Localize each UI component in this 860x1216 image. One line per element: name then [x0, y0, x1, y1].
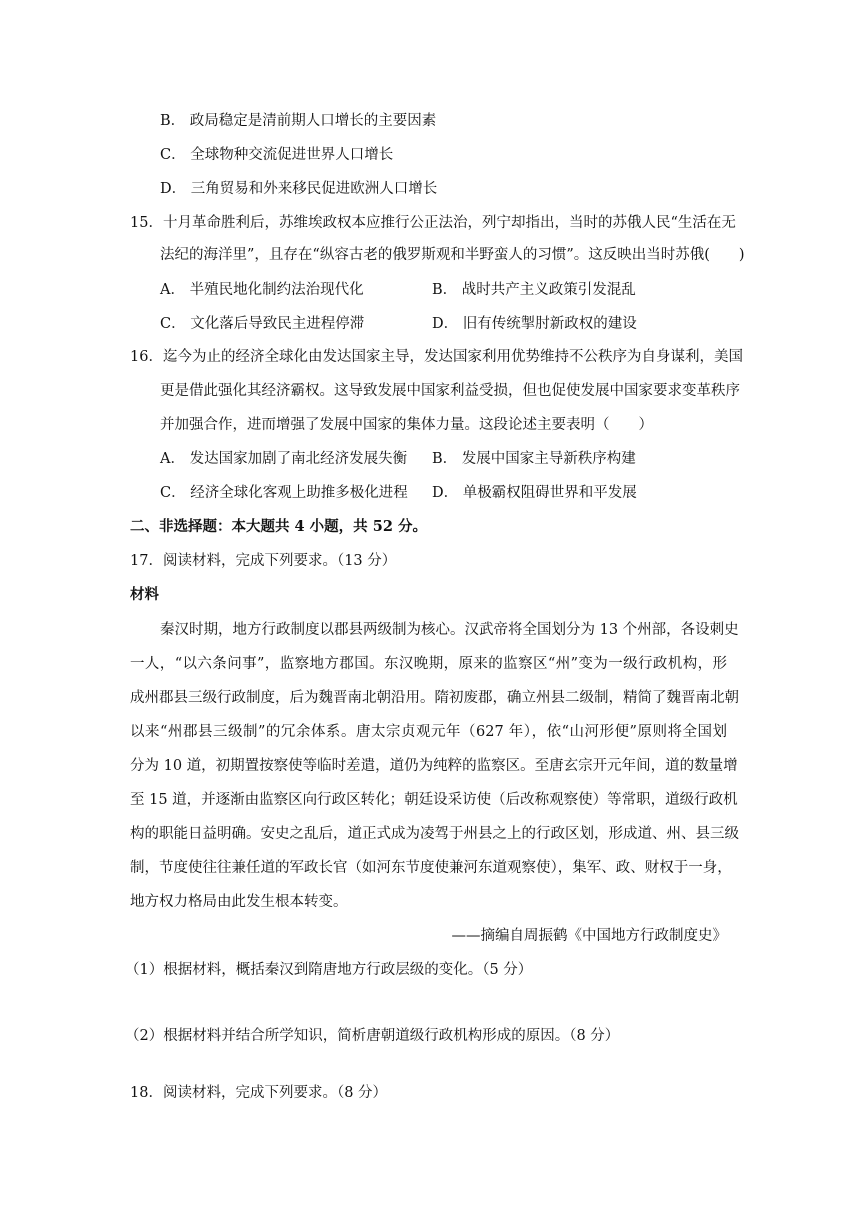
q17-material-source: ——摘编自周振鹤《中国地方行政制度史》 [451, 928, 727, 944]
q17-subquestion-1: （1）根据材料，概括秦汉到隋唐地方行政层级的变化。（5 分） [125, 962, 533, 978]
q17-material-line-6: 至 15 道，并逐渐由监察区向行政区转化；朝廷设采访使（后改称观察使）等常职，道级行政机 [130, 792, 738, 808]
q16-option-d: D． 单极霸权阻碍世界和平发展 [432, 485, 637, 501]
q14-option-b: B． 政局稳定是清前期人口增长的主要因素 [160, 113, 437, 129]
q16-stem-line-2: 更是借此强化其经济霸权。这导致发展中国家利益受损，但也促使发展中国家要求变革秩序 [160, 383, 740, 399]
q17-material-line-4: 以来“州郡县三级制”的冗余体系。唐太宗贞观元年（627 年），依“山河形便”原则将全国划 [130, 724, 727, 740]
q15-option-c: C． 文化落后导致民主进程停滞 [160, 316, 365, 332]
q17-material-line-7: 构的职能日益明确。安史之乱后，道正式成为凌驾于州县之上的行政区划，形成道、州、县三级 [130, 826, 739, 842]
q16-option-a: A． 发达国家加剧了南北经济发展失衡 [160, 451, 408, 467]
q17-stem: 17．阅读材料，完成下列要求。（13 分） [130, 553, 397, 569]
q17-material-line-3: 成州郡县三级行政制度，后为魏晋南北朝沿用。隋初废郡，确立州县二级制，精简了魏晋南北朝 [130, 690, 739, 706]
section-2-heading: 二、非选择题：本大题共 4 小题，共 52 分。 [130, 518, 427, 535]
q17-material-line-2: 一人，“以六条问事”，监察地方郡国。东汉晚期，原来的监察区“州”变为一级行政机构，形 [130, 656, 727, 672]
q15-option-a: A． 半殖民地化制约法治现代化 [160, 282, 364, 298]
q16-stem-line-1: 16．迄今为止的经济全球化由发达国家主导，发达国家利用优势维持不公秩序为自身谋利，美国 [130, 349, 743, 365]
q17-material-line-1: 秦汉时期，地方行政制度以郡县两级制为核心。汉武帝将全国划分为 13 个州部，各设刺史 [160, 622, 739, 638]
q15-stem-line-2: 法纪的海洋里”，且存在“纵容古老的俄罗斯观和半野蛮人的习惯”。这反映出当时苏俄( ) [160, 247, 745, 263]
q17-material-label: 材料 [130, 586, 159, 603]
q17-material-line-5: 分为 10 道，初期置按察使等临时差遣，道仍为纯粹的监察区。至唐玄宗开元年间，道的数量增 [130, 758, 738, 774]
q17-material-line-9: 地方权力格局由此发生根本转变。 [130, 894, 348, 910]
q15-stem-line-1: 15．十月革命胜利后，苏维埃政权本应推行公正法治，列宁却指出，当时的苏俄人民“生活在无 [130, 215, 736, 231]
q17-subquestion-2: （2）根据材料并结合所学知识，简析唐朝道级行政机构形成的原因。（8 分） [125, 1028, 620, 1044]
q16-option-c: C． 经济全球化客观上助推多极化进程 [160, 485, 408, 501]
q15-option-b: B． 战时共产主义政策引发混乱 [432, 282, 636, 298]
q18-stem: 18．阅读材料，完成下列要求。（8 分） [130, 1085, 388, 1101]
q17-material-line-8: 制，节度使往往兼任道的军政长官（如河东节度使兼河东道观察使），集军、政、财权于一身， [130, 860, 732, 876]
q16-stem-line-3: 并加强合作，进而增强了发展中国家的集体力量。这段论述主要表明（ ） [160, 417, 653, 433]
q14-option-c: C． 全球物种交流促进世界人口增长 [160, 147, 394, 163]
q14-option-d: D． 三角贸易和外来移民促进欧洲人口增长 [160, 181, 438, 197]
q16-option-b: B． 发展中国家主导新秩序构建 [432, 451, 636, 467]
q15-option-d: D． 旧有传统掣肘新政权的建设 [432, 316, 637, 332]
